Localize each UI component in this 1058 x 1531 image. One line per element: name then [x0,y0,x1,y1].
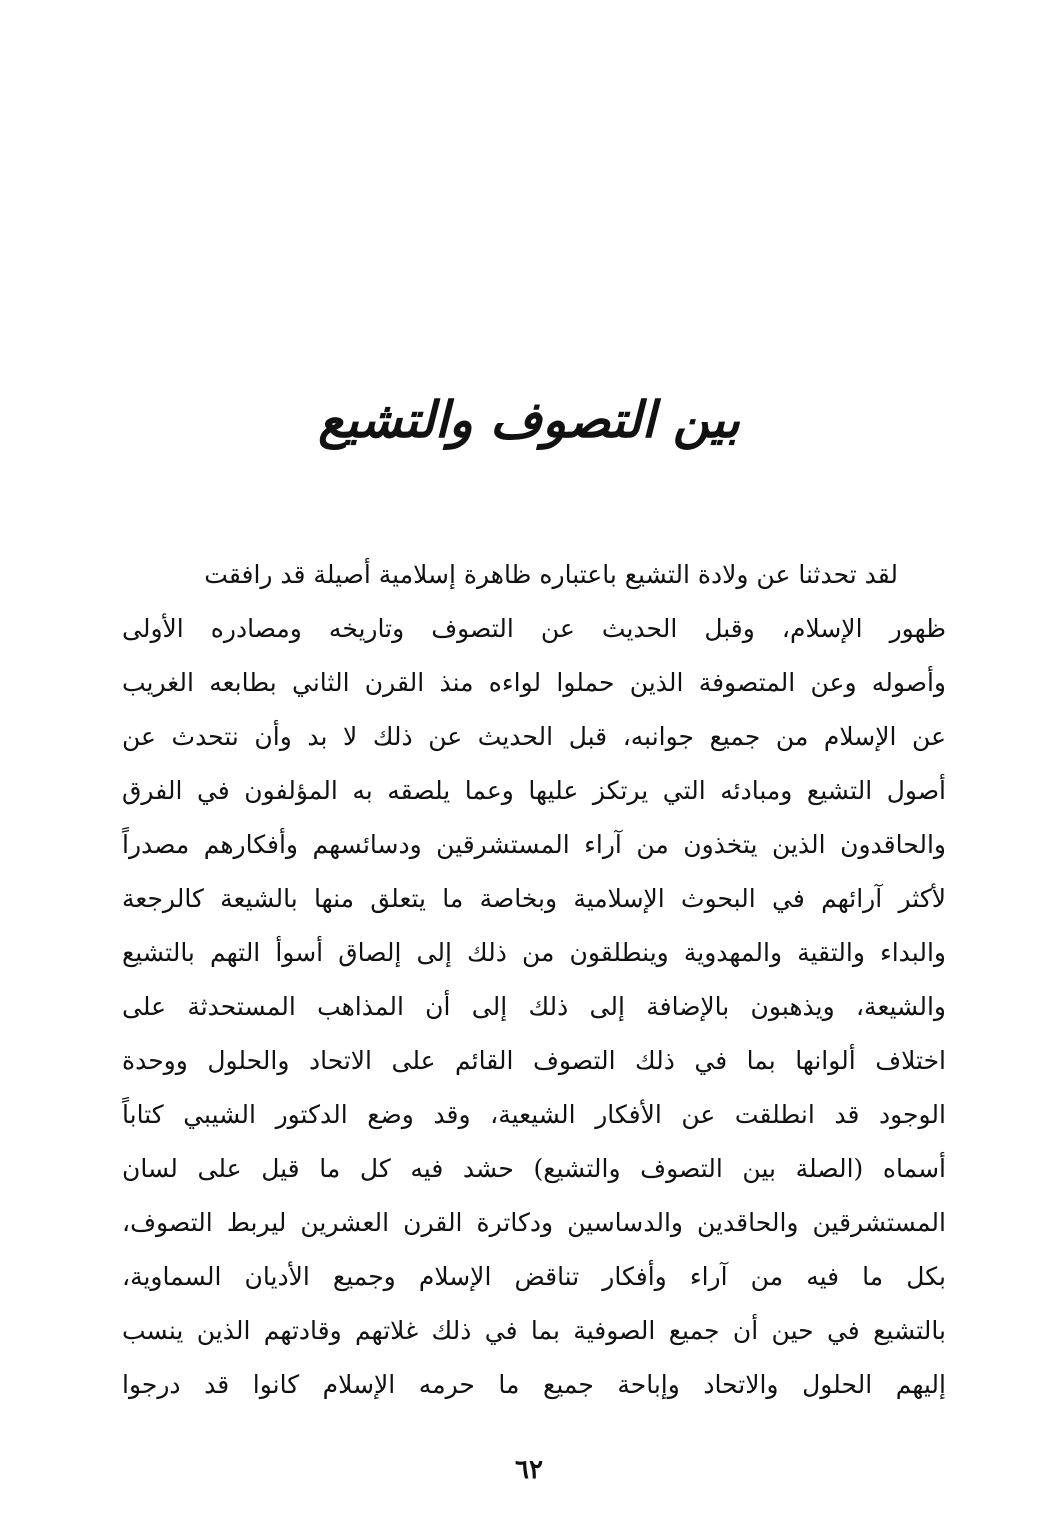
text-line: إليهم الحلول والاتحاد وإباحة جميع ما حرمه الإسلام كانوا قد درجوا [122,1370,946,1399]
text-line: المستشرقين والحاقدين والدساسين ودكاترة القرن العشرين ليربط التصوف، [122,1208,946,1237]
text-line: لقد تحدثنا عن ولادة التشيع باعتباره ظاهرة إسلامية أصيلة قد رافقت [204,560,898,589]
text-line: والبداء والتقية والمهدوية وينطلقون من ذلك إلى إلصاق أسوأ التهم بالتشيع [122,938,946,967]
text-line: والحاقدون الذين يتخذون من آراء المستشرقين ودسائسهم وأفكارهم مصدراً [122,830,946,859]
text-line: بكل ما فيه من آراء وأفكار تناقض الإسلام وجميع الأديان السماوية، [122,1262,946,1291]
text-line: والشيعة، ويذهبون بالإضافة إلى ذلك إلى أن المذاهب المستحدثة على [122,992,946,1021]
chapter-title: بين التصوف والتشيع [318,390,740,449]
text-line: أصول التشيع ومبادئه التي يرتكز عليها وعما يلصقه به المؤلفون في الفرق [122,776,946,805]
text-line: لأكثر آرائهم في البحوث الإسلامية وبخاصة ما يتعلق منها بالشيعة كالرجعة [122,884,946,913]
text-line: أسماه (الصلة بين التصوف والتشيع) حشد فيه كل ما قيل على لسان [122,1154,946,1183]
text-line: عن الإسلام من جميع جوانبه، قبل الحديث عن ذلك لا بد وأن نتحدث عن [122,722,946,751]
text-line: الوجود قد انطلقت عن الأفكار الشيعية، وقد وضع الدكتور الشيبي كتاباً [122,1100,946,1129]
text-line: وأصوله وعن المتصوفة الذين حملوا لواءه منذ القرن الثاني بطابعه الغريب [122,668,946,697]
text-line: اختلاف ألوانها بما في ذلك التصوف القائم على الاتحاد والحلول ووحدة [122,1046,946,1075]
page-number: ٦٢ [515,1455,543,1485]
body-paragraph [122,548,946,1412]
text-line: ظهور الإسلام، وقبل الحديث عن التصوف وتاريخه ومصادره الأولى [122,614,946,643]
text-line: بالتشيع في حين أن جميع الصوفية بما في ذلك غلاتهم وقادتهم الذين ينسب [122,1316,946,1345]
